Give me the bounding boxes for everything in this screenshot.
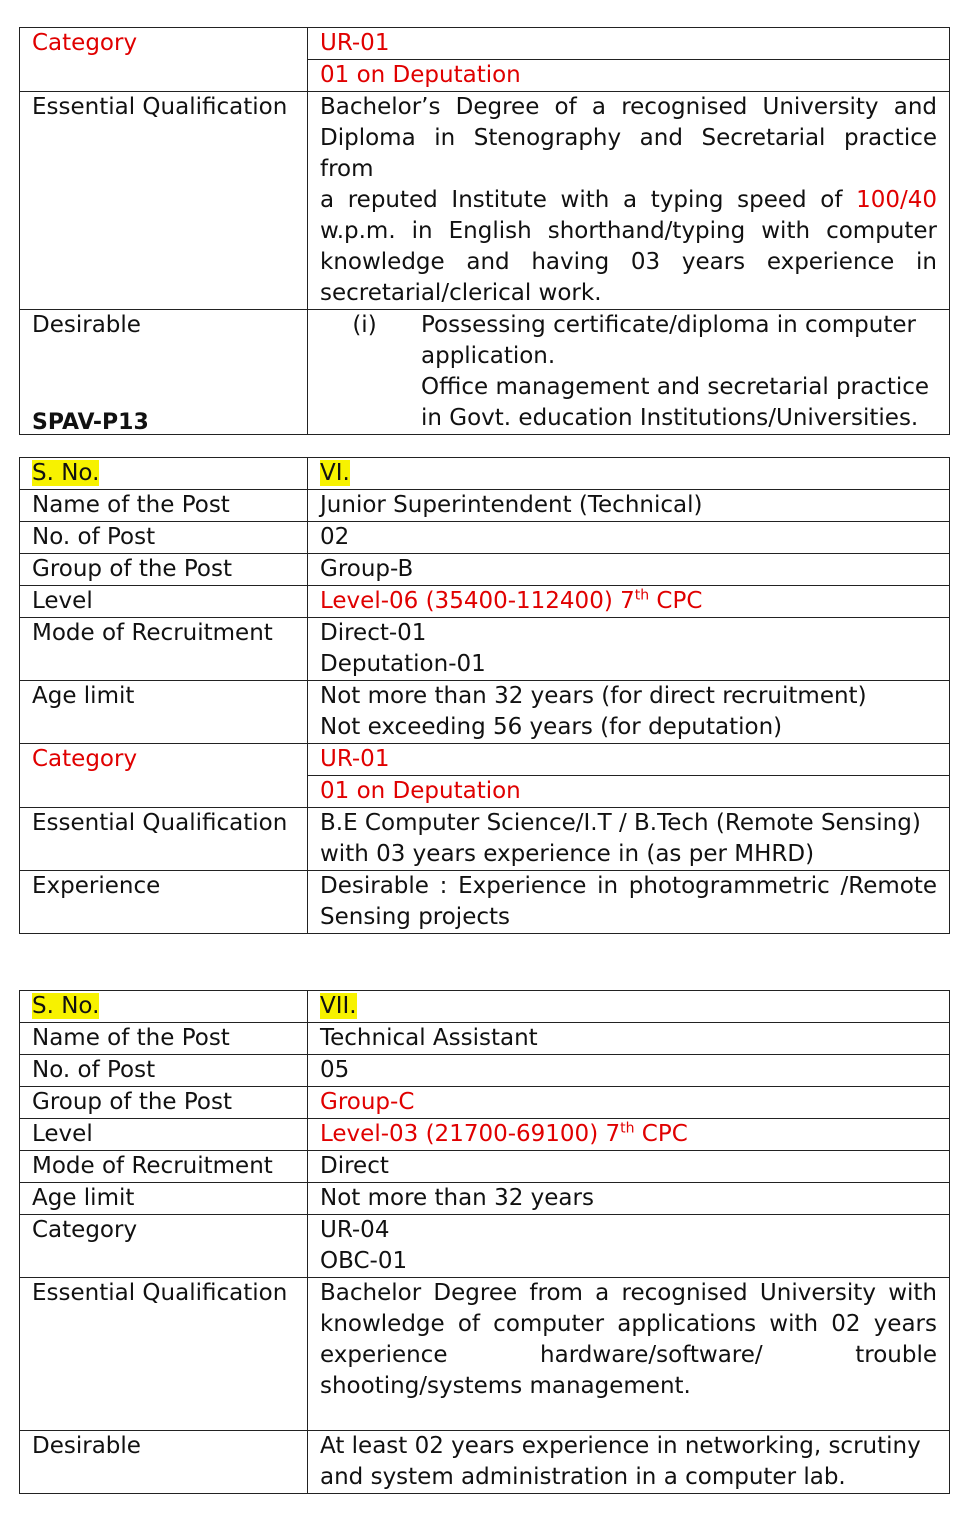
group-value: Group-B	[308, 554, 950, 586]
age-limit-value: Not more than 32 years (for direct recruitment) Not exceeding 56 years (for deputation)	[308, 681, 950, 744]
recruitment-mode-label: Mode of Recruitment	[20, 618, 308, 681]
section-heading: SPAV-P13	[32, 410, 149, 435]
post-count-label: No. of Post	[20, 522, 308, 554]
essential-qualification-value: Bachelor Degree from a recognised University with knowledge of computer applications with 02 years experience hardware/software/ trouble shooting/systems management.	[308, 1278, 950, 1431]
sno-value: VI.	[308, 458, 950, 490]
essential-qualification-label: Essential Qualification	[20, 1278, 308, 1431]
post-name-value: Technical Assistant	[308, 1023, 950, 1055]
age-limit-label: Age limit	[20, 1183, 308, 1215]
group-label: Group of the Post	[20, 1087, 308, 1119]
category-value: UR-01 01 on Deputation	[308, 28, 950, 92]
level-value: Level-03 (21700-69100) 7th CPC	[308, 1119, 950, 1151]
essential-qualification-label: Essential Qualification	[20, 92, 308, 310]
category-label: Category	[20, 1215, 308, 1278]
sno-value: VII.	[308, 991, 950, 1023]
level-label: Level	[20, 586, 308, 618]
desirable-value: At least 02 years experience in networking, scrutiny and system administration in a computer lab.	[308, 1431, 950, 1494]
post-name-value: Junior Superintendent (Technical)	[308, 490, 950, 522]
post-count-value: 02	[308, 522, 950, 554]
group-value: Group-C	[308, 1087, 950, 1119]
post-table-continued	[19, 27, 950, 435]
recruitment-mode-value: Direct-01 Deputation-01	[308, 618, 950, 681]
level-value: Level-06 (35400-112400) 7th CPC	[308, 586, 950, 618]
essential-qualification-label: Essential Qualification	[20, 808, 308, 871]
age-limit-value: Not more than 32 years	[308, 1183, 950, 1215]
desirable-label: Desirable	[20, 1431, 308, 1494]
recruitment-mode-value: Direct	[308, 1151, 950, 1183]
level-label: Level	[20, 1119, 308, 1151]
essential-qualification-value: Bachelor’s Degree of a recognised University and Diploma in Stenography and Secretarial practice from a reputed Institute with a typing speed of 100/40 w.p.m. in English shorthand/typing with computer knowledge and having 03 years experience in secretarial/clerical work.	[308, 92, 950, 310]
sno-label: S. No.	[20, 458, 308, 490]
category-value: UR-01 01 on Deputation	[308, 744, 950, 808]
sno-label: S. No.	[20, 991, 308, 1023]
list-number: (i)	[352, 312, 377, 338]
post-table-vii	[19, 990, 950, 1494]
category-label: Category	[20, 28, 308, 92]
desirable-value: (i) Possessing certificate/diploma in computer application. Office management and secretarial practice in Govt. education Institutions/Universities.	[308, 310, 950, 435]
age-limit-label: Age limit	[20, 681, 308, 744]
experience-value: Desirable : Experience in photogrammetric /Remote Sensing projects	[308, 871, 950, 934]
post-count-value: 05	[308, 1055, 950, 1087]
desirable-label: Desirable	[20, 310, 308, 435]
category-value: UR-04 OBC-01	[308, 1215, 950, 1278]
experience-label: Experience	[20, 871, 308, 934]
post-count-label: No. of Post	[20, 1055, 308, 1087]
post-table-vi	[19, 457, 950, 934]
recruitment-mode-label: Mode of Recruitment	[20, 1151, 308, 1183]
post-name-label: Name of the Post	[20, 490, 308, 522]
essential-qualification-value: B.E Computer Science/I.T / B.Tech (Remote Sensing) with 03 years experience in (as per MHRD)	[308, 808, 950, 871]
category-label: Category	[20, 744, 308, 808]
post-name-label: Name of the Post	[20, 1023, 308, 1055]
group-label: Group of the Post	[20, 554, 308, 586]
